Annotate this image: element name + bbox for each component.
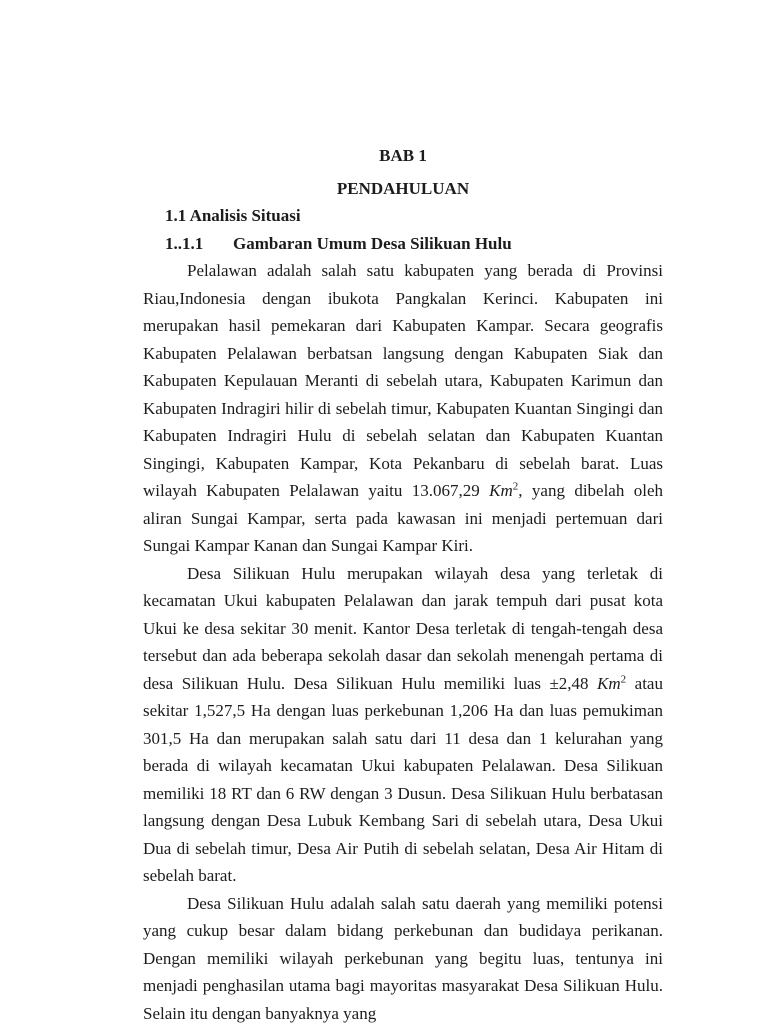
subsection-heading: [165, 230, 663, 258]
section-heading: [165, 202, 663, 230]
body-paragraph-1: Pelalawan adalah salah satu kabupaten yang berada di Provinsi Riau,Indonesia dengan ibukota Pangkalan Kerinci. Kabupaten ini merupakan hasil pemekaran dari Kabupaten Kampar. Secara geografis Kabupaten Pelalawan berbatsan langsung dengan Kabupaten Siak dan Kabupaten Kepulauan Meranti di sebelah utara, Kabupaten Karimun dan Kabupaten Indragiri hilir di sebelah timur, Kabupaten Kuantan Singingi dan Kabupaten Indragiri Hulu di sebelah selatan dan Kabupaten Kuantan Singingi, Kabupaten Kampar, Kota Pekanbaru di sebelah barat. Luas wilayah Kabupaten Pelalawan yaitu 13.067,29 Km$^2$, yang dibelah oleh aliran Sungai Kampar, serta pada kawasan ini menjadi pertemuan dari Sungai Kampar Kanan dan Sungai Kampar Kiri.: [143, 261, 663, 555]
chapter-label: BAB 1: [379, 146, 427, 165]
body-paragraph-3: Desa Silikuan Hulu adalah salah satu daerah yang memiliki potensi yang cukup besar dalam bidang perkebunan dan budidaya perikanan. Dengan memiliki wilayah perkebunan yang begitu luas, tentunya ini menjadi penghasilan utama bagi mayoritas masyarakat Desa Silikuan Hulu. Selain itu dengan banyaknya yang: [143, 893, 663, 1023]
subsection-title: Gambaran Umum Desa Silikuan Hulu: [233, 233, 512, 253]
section-number: 1.1: [165, 206, 187, 225]
subsection-number: 1..1.1: [165, 233, 204, 253]
section-title: Analisis Situasi: [189, 206, 301, 225]
body-paragraph-2: Desa Silikuan Hulu merupakan wilayah desa yang terletak di kecamatan Ukui kabupaten Pelalawan dan jarak tempuh dari pusat kota Ukui ke desa sekitar 30 menit. Kantor Desa terletak di tengah-tengah desa tersebut dan ada beberapa sekolah dasar dan sekolah menengah pertama di desa Silikuan Hulu. Desa Silikuan Hulu memiliki luas ±2,48 Km$^2$ atau sekitar 1,527,5 Ha dengan luas perkebunan 1,206 Ha dan luas pemukiman 301,5 Ha dan merupakan salah satu dari 11 desa dan 1 kelurahan yang berada di wilayah kecamatan Ukui kabupaten Pelalawan. Desa Silikuan memiliki 18 RT dan 6 RW dengan 3 Dusun. Desa Silikuan Hulu berbatasan langsung dengan Desa Lubuk Kembang Sari di sebelah utara, Desa Ukui Dua di sebelah timur, Desa Air Putih di sebelah selatan, Desa Air Hitam di sebelah barat.: [143, 563, 663, 885]
chapter-title: PENDAHULUAN: [336, 178, 470, 198]
document-body: [143, 142, 663, 1024]
